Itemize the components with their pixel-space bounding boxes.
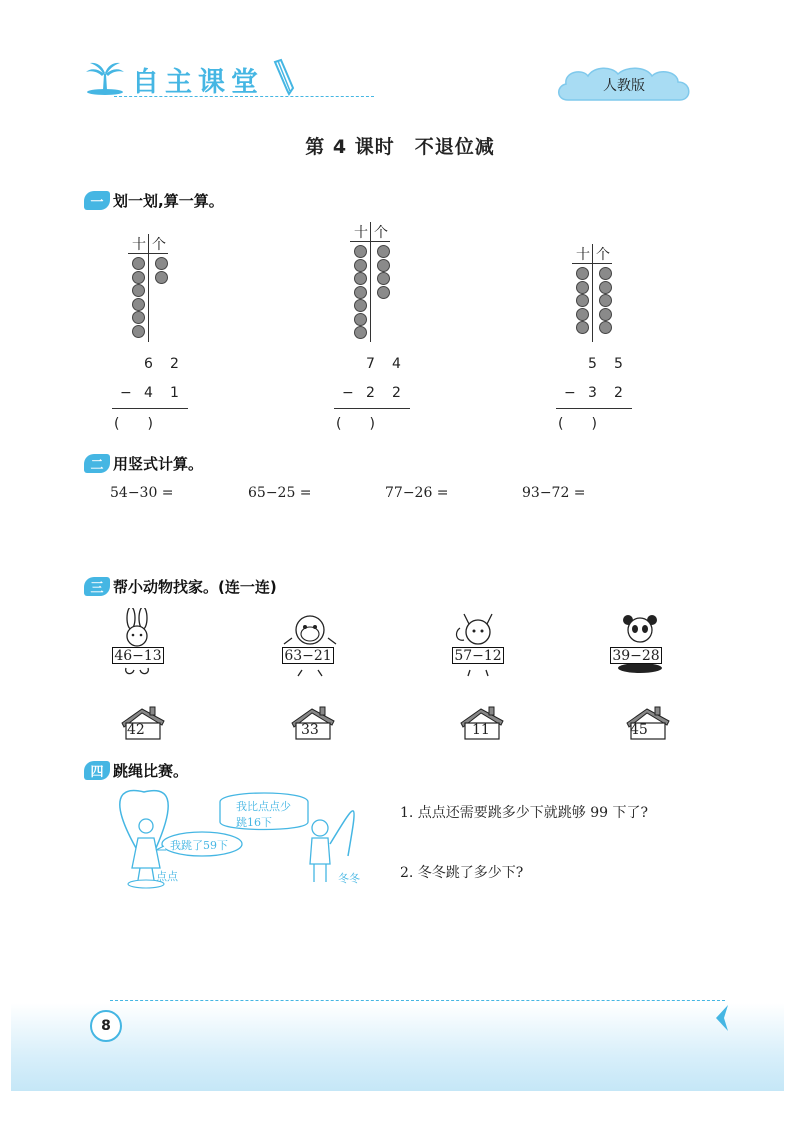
house-number-1: 42	[127, 722, 145, 738]
tens-bead	[354, 299, 367, 312]
house-number-4: 45	[630, 722, 648, 738]
section-title: 用竖式计算。	[113, 454, 204, 473]
section-title: 帮小动物找家。(连一连)	[113, 577, 277, 596]
top-tens: 5	[588, 356, 597, 372]
answer-blank[interactable]: ( )	[558, 416, 597, 432]
minus-sign: −	[120, 385, 132, 401]
ones-bead	[377, 272, 390, 285]
top-tens: 7	[366, 356, 375, 372]
equation-2: 65−25 =	[248, 485, 312, 501]
footer-rule	[110, 1000, 725, 1001]
ones-bead	[377, 245, 390, 258]
tens-bead	[576, 281, 589, 294]
header-rule	[114, 96, 374, 97]
ones-bead	[377, 259, 390, 272]
edition-badge	[554, 64, 694, 104]
section2-heading	[84, 452, 203, 474]
girl-name: 点点	[156, 870, 178, 883]
tens-bead	[576, 308, 589, 321]
ones-bead	[599, 267, 612, 280]
tens-bead	[354, 272, 367, 285]
answer-blank[interactable]: ( )	[336, 416, 375, 432]
tens-bead	[354, 286, 367, 299]
tens-bead	[576, 321, 589, 334]
tens-bead	[576, 267, 589, 280]
boy-name: 冬冬	[338, 872, 360, 885]
section-number: 三	[84, 577, 110, 596]
equation-4: 93−72 =	[522, 485, 586, 501]
section-number: 四	[84, 761, 110, 780]
chevron-left-icon	[712, 1003, 732, 1033]
tens-bead	[132, 271, 145, 284]
top-ones: 5	[614, 356, 623, 372]
section-title: 跳绳比赛。	[113, 761, 189, 780]
lesson-title: 第 4 课时 不退位减	[305, 136, 495, 158]
house-number-3: 11	[472, 722, 490, 738]
section-title: 划一划,算一算。	[113, 191, 224, 210]
animal-sign-3[interactable]: 57−12	[452, 647, 504, 664]
equation-3: 77−26 =	[385, 485, 449, 501]
ones-bead	[377, 286, 390, 299]
section4-heading	[84, 759, 188, 781]
footer-band	[11, 1003, 784, 1091]
ones-bead	[155, 257, 168, 270]
tens-bead	[132, 257, 145, 270]
minus-sign: −	[342, 385, 354, 401]
tens-bead	[354, 259, 367, 272]
edition-label: 人教版	[603, 78, 645, 94]
tens-bead	[132, 325, 145, 338]
page-number: 8	[90, 1010, 122, 1042]
ones-bead	[155, 271, 168, 284]
tens-bead	[576, 294, 589, 307]
girl-speech-bubble: 我跳了59下	[170, 839, 228, 852]
bottom-ones: 2	[392, 385, 401, 401]
section-number: 一	[84, 191, 110, 210]
tens-bead	[354, 326, 367, 339]
bottom-tens: 4	[144, 385, 153, 401]
boy-speech-bubble-line1: 我比点点少	[236, 800, 291, 813]
section-number: 二	[84, 454, 110, 473]
ones-label: 个	[596, 247, 610, 263]
section1-heading	[84, 189, 224, 211]
bottom-ones: 2	[614, 385, 623, 401]
answer-blank[interactable]: ( )	[114, 416, 153, 432]
section3-heading	[84, 575, 277, 597]
boy-speech-bubble-line2: 跳16下	[236, 816, 272, 829]
tens-bead	[132, 311, 145, 324]
rabbit-icon[interactable]	[112, 608, 162, 678]
bottom-tens: 2	[366, 385, 375, 401]
tens-label: 十	[354, 225, 368, 241]
fox-icon[interactable]	[450, 608, 506, 678]
animal-sign-1[interactable]: 46−13	[112, 647, 164, 664]
ones-bead	[599, 281, 612, 294]
pencil-icon	[271, 58, 297, 96]
tens-bead	[354, 313, 367, 326]
top-ones: 2	[170, 356, 179, 372]
panda-icon[interactable]	[612, 612, 668, 674]
tens-bead	[132, 284, 145, 297]
ones-bead	[599, 308, 612, 321]
minus-sign: −	[564, 385, 576, 401]
tens-label: 十	[132, 237, 146, 253]
ones-label: 个	[374, 225, 388, 241]
top-tens: 6	[144, 356, 153, 372]
brand-title: 自主课堂	[132, 67, 264, 98]
palm-tree-icon	[84, 60, 126, 96]
animal-sign-4[interactable]: 39−28	[610, 647, 662, 664]
brand-logo	[84, 58, 299, 100]
equation-1: 54−30 =	[110, 485, 174, 501]
ones-bead	[599, 321, 612, 334]
bottom-ones: 1	[170, 385, 179, 401]
monkey-icon[interactable]	[278, 608, 342, 678]
ones-bead	[599, 294, 612, 307]
top-ones: 4	[392, 356, 401, 372]
tens-label: 十	[576, 247, 590, 263]
question-1: 1. 点点还需要跳多少下就跳够 99 下了?	[400, 805, 649, 821]
question-2: 2. 冬冬跳了多少下?	[400, 865, 524, 881]
animal-sign-2[interactable]: 63−21	[282, 647, 334, 664]
ones-label: 个	[152, 237, 166, 253]
tens-bead	[354, 245, 367, 258]
house-number-2: 33	[301, 722, 319, 738]
bottom-tens: 3	[588, 385, 597, 401]
tens-bead	[132, 298, 145, 311]
